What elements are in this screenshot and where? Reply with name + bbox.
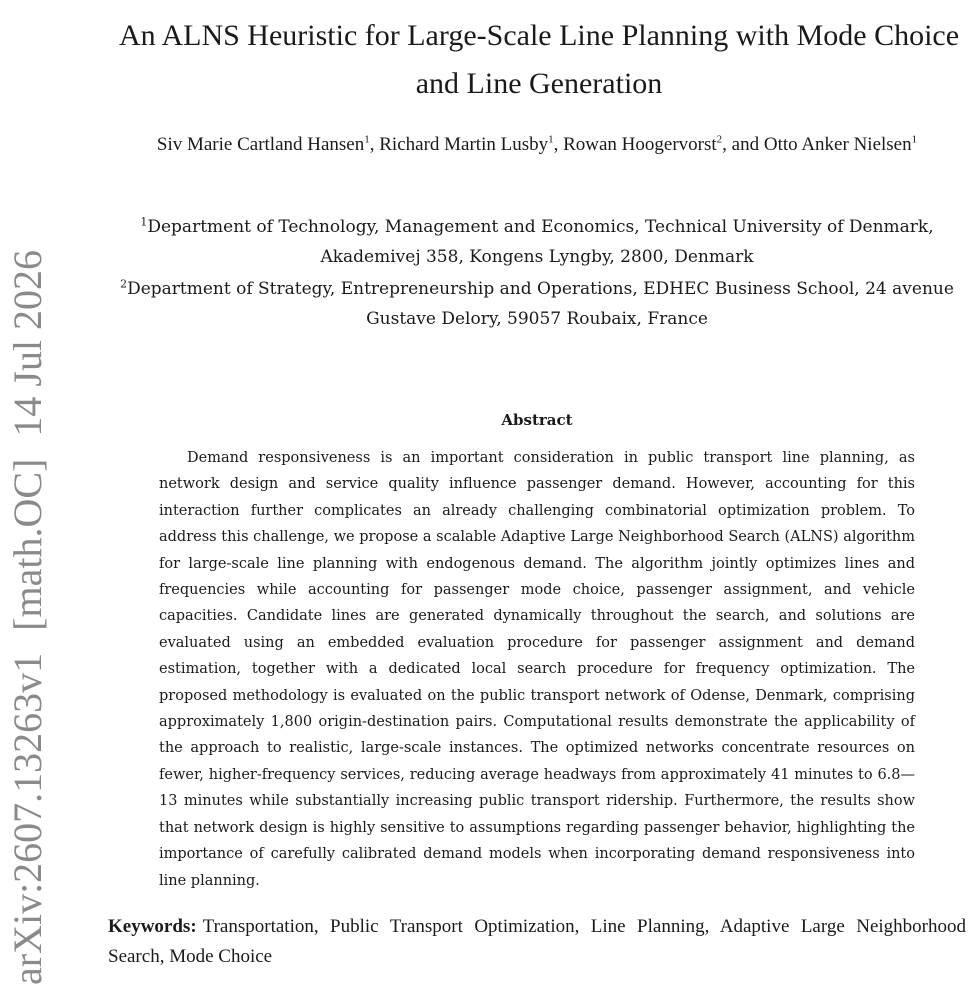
- affiliation-mark: 1: [364, 133, 370, 146]
- abstract-text: Demand responsiveness is an important consideration in public transport line planning, as network design and service quality influence passenger demand. However, accounting for this interaction further complicates an already challenging combinatorial optimization problem. To address this challenge, we propose a scalable Adaptive Large Neighborhood Search (ALNS) algorithm for large-scale line planning with endogenous demand. The algorithm jointly optimizes lines and frequencies while accounting for passenger mode choice, passenger assignment, and vehicle capacities. Candidate lines are generated dynamically throughout the search, and solutions are evaluated using an embedded evaluation procedure for passenger assignment and demand estimation, together with a dedicated local search procedure for frequency optimization. The proposed methodology is evaluated on the public transport network of Odense, Denmark, comprising approximately 1,800 origin-destination pairs. Computational results demonstrate the applicability of the approach to realistic, large-scale instances. The optimized networks concentrate resources on fewer, higher-frequency services, reducing average headways from approximately 41 minutes to 6.8—13 minutes while substantially increasing public transport ridership. Furthermore, the results show that network design is highly sensitive to assumptions regarding passenger behavior, highlighting the importance of carefully calibrated demand models when incorporating demand responsiveness into line planning.: [159, 450, 915, 889]
- author-list: [108, 130, 966, 160]
- affiliation-mark: 2: [120, 277, 128, 291]
- arxiv-sidebar-identifier: [2, 249, 54, 985]
- paper-title-line: An ALNS Heuristic for Large-Scale Line Planning with Mode Choice: [118, 19, 960, 52]
- paper-title: [100, 12, 978, 108]
- affiliation-mark: 1: [911, 133, 918, 146]
- paper-title-line: and Line Generation: [415, 67, 663, 100]
- keywords-label: Keywords:: [108, 916, 197, 937]
- affiliation: [108, 274, 966, 334]
- affiliation: [108, 212, 966, 272]
- arxiv-id: arXiv:2607.13263v1: [5, 652, 50, 985]
- author-separator: , and: [722, 134, 764, 155]
- affiliation-mark: 2: [716, 133, 723, 146]
- keywords-text: Transportation, Public Transport Optimization, Line Planning, Adaptive Large Neighborhood Search, Mode Choice: [108, 916, 966, 967]
- author-name: Otto Anker Nielsen: [763, 134, 912, 155]
- author-name: Siv Marie Cartland Hansen: [156, 134, 365, 155]
- author-separator: ,: [553, 134, 564, 155]
- keywords: [108, 912, 966, 972]
- affiliation-mark: 1: [548, 133, 554, 146]
- author-name: Richard Martin Lusby: [379, 134, 549, 155]
- affiliation-text: Department of Technology, Management and Economics, Technical University of Denmark, Akademivej 358, Kongens Lyngby, 2800, Denmark: [147, 217, 934, 267]
- affiliation-text: Department of Strategy, Entrepreneurship and Operations, EDHEC Business School, 24 avenue Gustave Delory, 59057 Roubaix, France: [127, 279, 954, 329]
- arxiv-category: [math.OC]: [5, 458, 50, 631]
- author-name: Rowan Hoogervorst: [563, 134, 717, 155]
- author-separator: ,: [369, 134, 380, 155]
- arxiv-date: 14 Jul 2026: [5, 249, 50, 437]
- affiliation-mark: 1: [140, 215, 148, 229]
- abstract-heading: Abstract: [501, 411, 573, 429]
